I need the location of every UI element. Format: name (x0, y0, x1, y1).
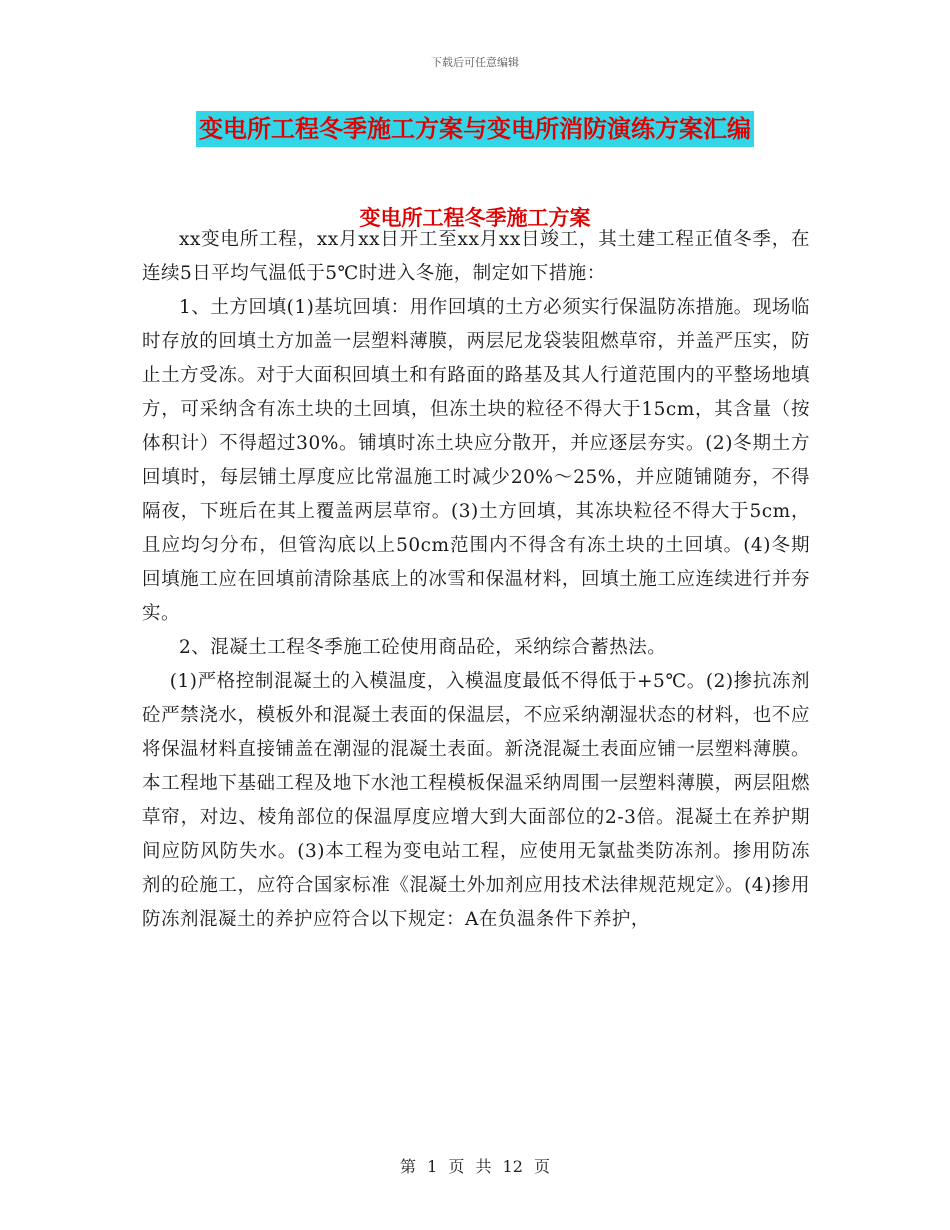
paragraph-earthwork: 1、土方回填(1)基坑回填：用作回填的土方必须实行保温防冻措施。现场临时存放的回填土方加盖一层塑料薄膜，两层尼龙袋装阻燃草帘，并盖严压实，防止土方受冻。对于大面积回填土和有路面的路基及其人行道范围内的平整场地填方，可采纳含有冻土块的土回填，但冻土块的粒径不得大于15cm，其含量（按体积计）不得超过30%。铺填时冻土块应分散开，并应逐层夯实。(2)冬期土方回填时，每层铺土厚度应比常温施工时减少20%～25%，并应随铺随夯，不得隔夜，下班后在其上覆盖两层草帘。(3)土方回填，其冻块粒径不得大于5cm，且应均匀分布，但管沟底以上50cm范围内不得含有冻土块的土回填。(4)冬期回填施工应在回填前清除基底上的冰雪和保温材料，回填土施工应连续进行并夯实。 (142, 297, 810, 624)
paragraph-intro: xx变电所工程，xx月xx日开工至xx月xx日竣工，其土建工程正值冬季，在连续5日平均气温低于5℃时进入冬施，制定如下措施： (142, 229, 810, 284)
page-number: 第 1 页 共 12 页 (400, 1157, 550, 1176)
main-title-wrap (0, 111, 950, 147)
paragraph-concrete: 2、混凝土工程冬季施工砼使用商品砼，采纳综合蓄热法。 (179, 637, 667, 658)
paragraph-concrete-measures: (1)严格控制混凝土的入模温度，入模温度最低不得低于+5℃。(2)掺抗冻剂砼严禁浇水，模板外和混凝土表面的保温层，不应采纳潮湿状态的材料，也不应将保温材料直接铺盖在潮湿的混凝土表面。新浇混凝土表面应铺一层塑料薄膜。本工程地下基础工程及地下水池工程模板保温采纳周围一层塑料薄膜，两层阻燃草帘，对边、棱角部位的保温厚度应增大到大面部位的2-3倍。混凝土在养护期间应防风防失水。(3)本工程为变电站工程，应使用无氯盐类防冻剂。掺用防冻剂的砼施工，应符合国家标准《混凝土外加剂应用技术法律规范规定》。(4)掺用防冻剂混凝土的养护应符合以下规定：A在负温条件下养护， (142, 671, 810, 930)
main-title: 变电所工程冬季施工方案与变电所消防演练方案汇编 (196, 111, 754, 147)
body-text (142, 223, 810, 937)
section-title: 变电所工程冬季施工方案 (359, 206, 591, 230)
header-note: 下载后可任意编辑 (431, 56, 519, 69)
